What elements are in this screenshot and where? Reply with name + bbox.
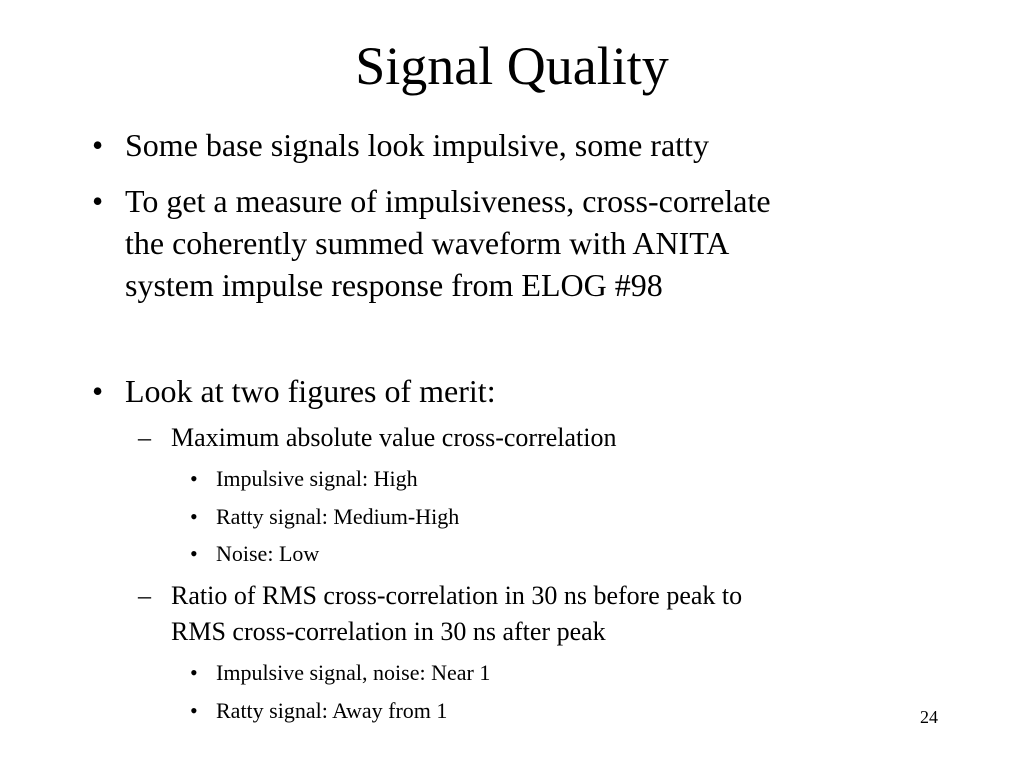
bullet-symbol: • (92, 183, 104, 219)
bullet-line: the coherently summed waveform with ANITA (125, 225, 730, 261)
point-text: Impulsive signal, noise: Near 1 (216, 660, 491, 685)
sub-bullet-line: RMS cross-correlation in 30 ns after peak (171, 617, 606, 646)
bullet-text (125, 370, 496, 412)
point-text: Ratty signal: Away from 1 (216, 698, 448, 723)
bullet-symbol: • (92, 127, 104, 163)
dash-symbol: – (138, 423, 151, 452)
dash-symbol: – (138, 581, 151, 610)
point-symbol: • (190, 466, 198, 491)
sub-bullet-text (171, 420, 616, 456)
bullet-line: Some base signals look impulsive, some ratty (125, 127, 709, 163)
bullet-line: system impulse response from ELOG #98 (125, 267, 663, 303)
point-text: Ratty signal: Medium-High (216, 504, 460, 529)
bullet-text (125, 180, 771, 306)
bullet-text (125, 124, 709, 166)
point-symbol: • (190, 504, 198, 529)
sub-bullet-line: Maximum absolute value cross-correlation (171, 423, 617, 452)
point-symbol: • (190, 698, 198, 723)
bullet-line: To get a measure of impulsiveness, cross-correlate (125, 183, 771, 219)
bullet-symbol: • (92, 373, 104, 409)
sub-bullet-line: Ratio of RMS cross-correlation in 30 ns before peak to (171, 581, 743, 610)
sub-bullet-text (171, 578, 742, 650)
point-text: Noise: Low (216, 541, 320, 566)
page-number: 24 (920, 707, 938, 727)
bullet-line: Look at two figures of merit: (125, 373, 496, 409)
point-symbol: • (190, 541, 198, 566)
slide-title: Signal Quality (355, 36, 669, 96)
point-text: Impulsive signal: High (216, 466, 418, 491)
point-symbol: • (190, 660, 198, 685)
